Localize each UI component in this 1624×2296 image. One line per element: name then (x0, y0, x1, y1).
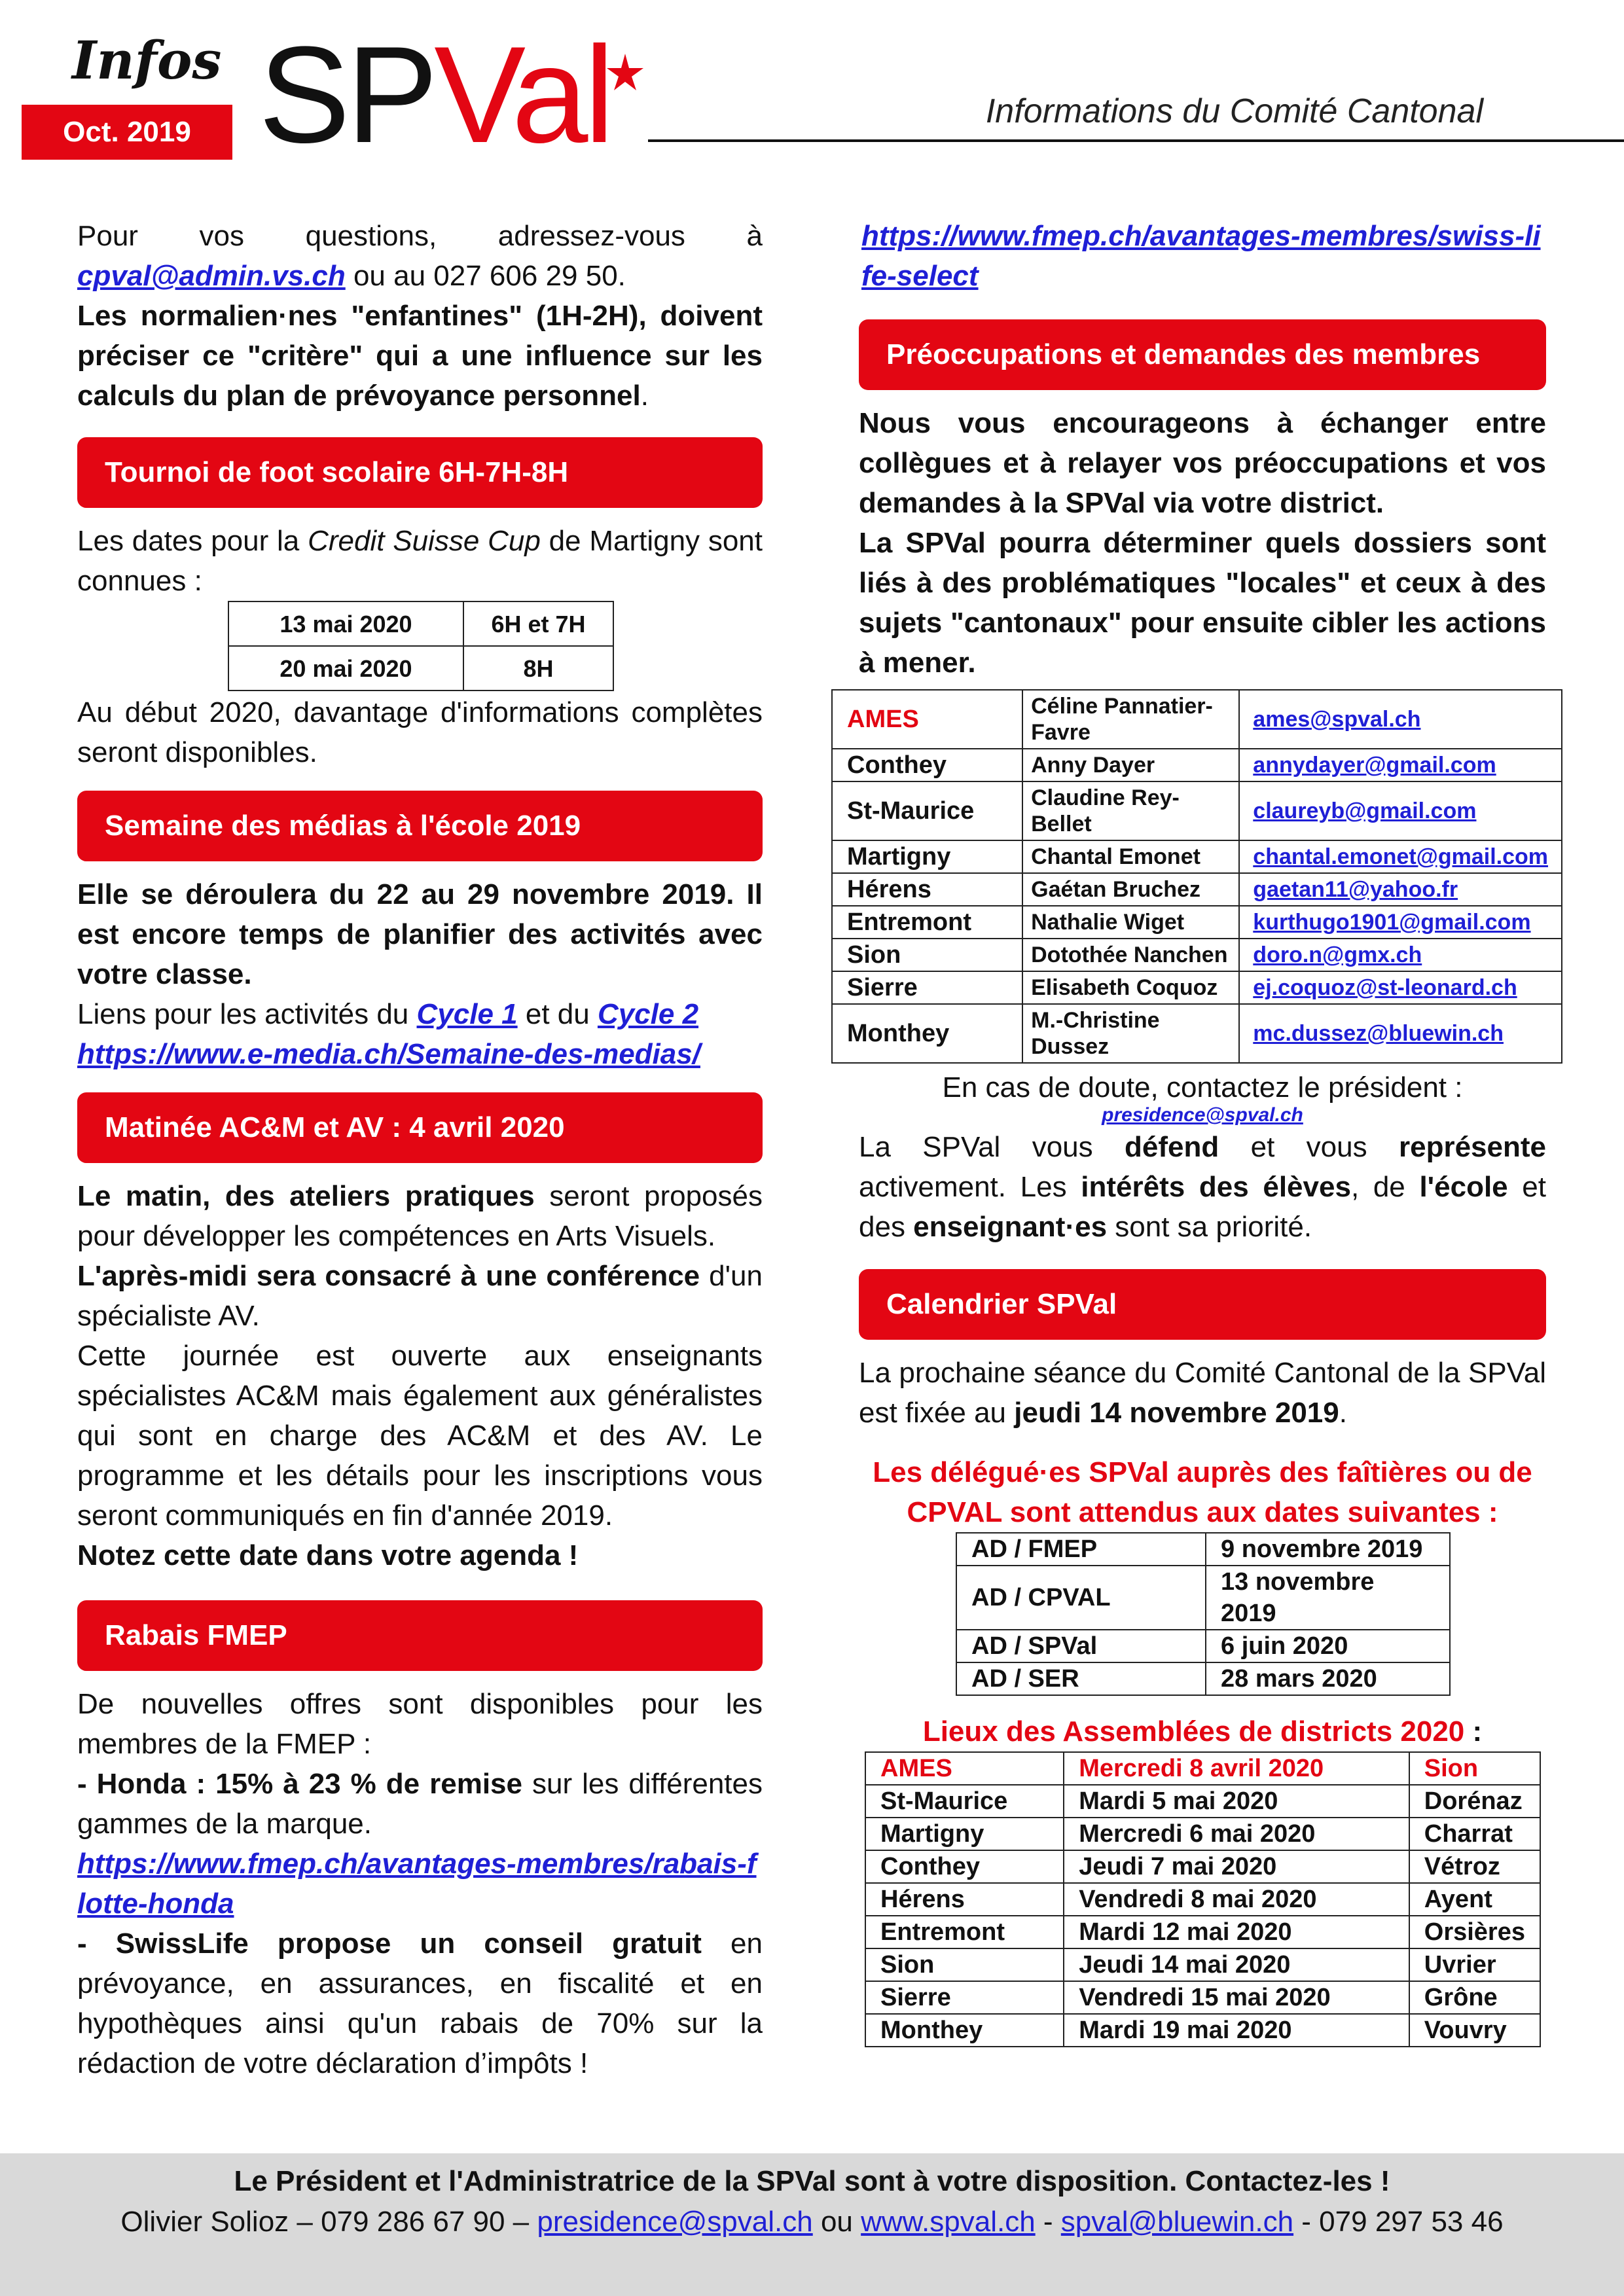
contact-row (832, 781, 1562, 840)
lieu-place: Ayent (1409, 1883, 1540, 1916)
lieux-heading: Lieux des Assemblées de districts 2020 : (922, 1715, 1483, 1748)
delegue-row (956, 1630, 1450, 1662)
lieu-row (865, 1883, 1540, 1916)
contact-row (832, 749, 1562, 781)
lieu-date: Mardi 19 mai 2020 (1064, 2014, 1409, 2047)
lieu-date: Mardi 5 mai 2020 (1064, 1785, 1409, 1818)
lieu-district: Sion (865, 1948, 1064, 1981)
contact-name: Chantal Emonet (1022, 840, 1239, 873)
contact-row (832, 1004, 1562, 1063)
footer-admin-email-link[interactable]: spval@bluewin.ch (1060, 2206, 1294, 2238)
cpval-email-link[interactable]: cpval@admin.vs.ch (77, 260, 346, 292)
foot-dates-table (228, 601, 614, 691)
contact-row (832, 939, 1562, 971)
intro-bold: Les normalien·nes "enfantines" (1H-2H), doivent préciser ce "critère" qui a une influence sur les calculs du plan de prévoyance personnel (77, 300, 763, 412)
delegues-table (956, 1532, 1451, 1696)
contact-district: Sierre (832, 971, 1022, 1004)
contacts-table (831, 689, 1562, 1064)
contact-district: Monthey (832, 1004, 1022, 1063)
lieu-place: Sion (1409, 1752, 1540, 1785)
delegue-date: 6 juin 2020 (1206, 1630, 1450, 1662)
contact-district: Conthey (832, 749, 1022, 781)
delegue-assembly: AD / SPVal (956, 1630, 1206, 1662)
media-links: Liens pour les activités du Cycle 1 et du Cycle 2 (77, 998, 699, 1030)
lieu-district: Entremont (865, 1916, 1064, 1948)
foot-after: Au début 2020, davantage d'informations complètes seront disponibles. (77, 696, 763, 768)
intro-phone: ou au 027 606 29 50. (345, 260, 626, 292)
lieu-date: Vendredi 15 mai 2020 (1064, 1981, 1409, 2014)
doute-text: En cas de doute, contactez le président : (942, 1071, 1463, 1103)
header-subtitle: Informations du Comité Cantonal (985, 92, 1483, 130)
delegue-date: 9 novembre 2019 (1206, 1533, 1450, 1566)
media-bold: Elle se déroulera du 22 au 29 novembre 2019. Il est encore temps de planifier des activités avec votre classe. (77, 878, 763, 990)
contact-row (832, 906, 1562, 939)
delegue-row (956, 1566, 1450, 1630)
delegue-row (956, 1533, 1450, 1566)
contact-email-link[interactable]: ej.coquoz@st-leonard.ch (1239, 971, 1562, 1004)
contact-row (832, 873, 1562, 906)
lieu-district: Monthey (865, 2014, 1064, 2047)
contact-name: Anny Dayer (1022, 749, 1239, 781)
matinee-p2: L'après-midi sera consacré à une conférence d'un spécialiste AV. (77, 1260, 763, 1332)
matinee-p3: Cette journée est ouverte aux enseignants spécialistes AC&M mais également aux généralistes qui sont en charge des AC&M et des AV. Le programme et les détails pour les inscriptions vous seront communiqués en fin d'année 2019. (77, 1340, 763, 1532)
intro-tail: . (640, 380, 649, 412)
lieu-district: St-Maurice (865, 1785, 1064, 1818)
lieu-district: Martigny (865, 1818, 1064, 1850)
logo-star-icon (605, 52, 645, 92)
contact-name: Gaétan Bruchez (1022, 873, 1239, 906)
preoc-p1: Nous vous encourageons à échanger entre collègues et à relayer vos préoccupations et vos demandes à la SPVal via votre district. (859, 407, 1546, 519)
lieu-row (865, 1850, 1540, 1883)
contact-name: Elisabeth Coquoz (1022, 971, 1239, 1004)
lieu-row (865, 1916, 1540, 1948)
lieu-place: Orsières (1409, 1916, 1540, 1948)
delegues-title: Les délégué·es SPVal auprès des faîtières ou de CPVAL sont attendus aux dates suivantes : (873, 1456, 1532, 1528)
contact-email-link[interactable]: ames@spval.ch (1239, 690, 1562, 749)
contact-row (832, 840, 1562, 873)
contact-email-link[interactable]: chantal.emonet@gmail.com (1239, 840, 1562, 873)
fmep-swisslife: - SwissLife propose un conseil gratuit en prévoyance, en assurances, en fiscalité et en hypothèques ainsi qu'un rabais de 70% sur la rédaction de votre déclaration d’impôts ! (77, 1928, 763, 2079)
contact-name: M.-Christine Dussez (1022, 1004, 1239, 1063)
president-email-link[interactable]: presidence@spval.ch (1102, 1104, 1303, 1126)
logo-val: Val (434, 18, 611, 171)
left-column (77, 216, 763, 2083)
delegue-date: 13 novembre 2019 (1206, 1566, 1450, 1630)
lieu-row (865, 1818, 1540, 1850)
lieu-row (865, 1785, 1540, 1818)
banner-fmep: Rabais FMEP (77, 1600, 763, 1671)
delegue-row (956, 1662, 1450, 1695)
date-badge: Oct. 2019 (22, 105, 232, 160)
banner-preoccupations: Préoccupations et demandes des membres (859, 319, 1546, 390)
banner-foot: Tournoi de foot scolaire 6H-7H-8H (77, 437, 763, 508)
intro-paragraph (77, 216, 763, 296)
lieu-row (865, 1948, 1540, 1981)
intro-text: Pour vos questions, adressez-vous à (77, 220, 763, 252)
lieu-place: Vétroz (1409, 1850, 1540, 1883)
banner-calendrier: Calendrier SPVal (859, 1269, 1546, 1340)
contact-email-link[interactable]: kurthugo1901@gmail.com (1239, 906, 1562, 939)
footer-website-link[interactable]: www.spval.ch (861, 2206, 1036, 2238)
lieu-place: Vouvry (1409, 2014, 1540, 2047)
fmep-honda: - Honda : 15% à 23 % de remise sur les différentes gammes de la marque. (77, 1768, 763, 1840)
lieu-place: Grône (1409, 1981, 1540, 2014)
lieu-date: Mardi 12 mai 2020 (1064, 1916, 1409, 1948)
contact-district: Sion (832, 939, 1022, 971)
delegue-assembly: AD / SER (956, 1662, 1206, 1695)
contact-email-link[interactable]: annydayer@gmail.com (1239, 749, 1562, 781)
contact-email-link[interactable]: claureyb@gmail.com (1239, 781, 1562, 840)
contact-email-link[interactable]: gaetan11@yahoo.fr (1239, 873, 1562, 906)
table-row: 20 mai 2020 8H (228, 646, 613, 691)
lieu-date: Jeudi 7 mai 2020 (1064, 1850, 1409, 1883)
foot-paragraph: Les dates pour la Credit Suisse Cup de Martigny sont connues : (77, 525, 763, 597)
contact-district: St-Maurice (832, 781, 1022, 840)
table-row: 13 mai 2020 6H et 7H (228, 601, 613, 646)
right-column (847, 216, 1548, 2047)
lieu-date: Mercredi 8 avril 2020 (1064, 1752, 1409, 1785)
logo-sp: SP (259, 18, 435, 171)
contact-email-link[interactable]: doro.n@gmx.ch (1239, 939, 1562, 971)
spval-logo (259, 18, 611, 171)
lieu-place: Charrat (1409, 1818, 1540, 1850)
delegue-date: 28 mars 2020 (1206, 1662, 1450, 1695)
lieu-district: Conthey (865, 1850, 1064, 1883)
lieu-date: Vendredi 8 mai 2020 (1064, 1883, 1409, 1916)
contact-district: AMES (832, 690, 1022, 749)
lieu-district: AMES (865, 1752, 1064, 1785)
lieu-row (865, 2014, 1540, 2047)
delegue-assembly: AD / FMEP (956, 1533, 1206, 1566)
contact-district: Hérens (832, 873, 1022, 906)
lieu-row (865, 1981, 1540, 2014)
delegue-assembly: AD / CPVAL (956, 1566, 1206, 1630)
contact-district: Entremont (832, 906, 1022, 939)
lieu-district: Hérens (865, 1883, 1064, 1916)
lieu-date: Jeudi 14 mai 2020 (1064, 1948, 1409, 1981)
preoc-p2: La SPVal pourra déterminer quels dossiers sont liés à des problématiques "locales" et ceux à des sujets "cantonaux" pour ensuite cibler les actions à mener. (859, 527, 1546, 679)
banner-matinee: Matinée AC&M et AV : 4 avril 2020 (77, 1092, 763, 1163)
emedia-link[interactable]: https://www.e-media.ch/Semaine-des-medias/ (77, 1038, 700, 1070)
footer-contact: Olivier Solioz – 079 286 67 90 – presidence@spval.ch ou www.spval.ch - spval@bluewin.ch - 079 297 53 46 (120, 2206, 1504, 2238)
lieu-date: Mercredi 6 mai 2020 (1064, 1818, 1409, 1850)
calendrier-paragraph: La prochaine séance du Comité Cantonal de la SPVal est fixée au jeudi 14 novembre 2019. (859, 1357, 1546, 1429)
lieu-place: Dorénaz (1409, 1785, 1540, 1818)
footer-president-email-link[interactable]: presidence@spval.ch (537, 2206, 813, 2238)
lieu-district: Sierre (865, 1981, 1064, 2014)
defend-paragraph: La SPVal vous défend et vous représente activement. Les intérêts des élèves, de l'école et des enseignant·es sont sa priorité. (859, 1131, 1547, 1243)
banner-media: Semaine des médias à l'école 2019 (77, 791, 763, 861)
contact-name: Dotothée Nanchen (1022, 939, 1239, 971)
honda-link[interactable]: https://www.fmep.ch/avantages-membres/rabais-flotte-honda (77, 1848, 757, 1920)
contact-row (832, 971, 1562, 1004)
contact-email-link[interactable]: mc.dussez@bluewin.ch (1239, 1004, 1562, 1063)
cycle1-link[interactable]: Cycle 1 (416, 998, 518, 1030)
lieux-table (865, 1751, 1541, 2047)
matinee-p1: Le matin, des ateliers pratiques seront proposés pour développer les compétences en Arts Visuels. (77, 1180, 763, 1252)
lieu-place: Uvrier (1409, 1948, 1540, 1981)
contact-row (832, 690, 1562, 749)
cycle2-link[interactable]: Cycle 2 (597, 998, 699, 1030)
contact-name: Céline Pannatier-Favre (1022, 690, 1239, 749)
lieu-row (865, 1752, 1540, 1785)
contact-district: Martigny (832, 840, 1022, 873)
contact-name: Claudine Rey-Bellet (1022, 781, 1239, 840)
contact-name: Nathalie Wiget (1022, 906, 1239, 939)
swisslife-link[interactable]: https://www.fmep.ch/avantages-membres/swiss-life-select (861, 220, 1541, 292)
footer-title: Le Président et l'Administratrice de la SPVal sont à votre disposition. Contactez-les ! (234, 2165, 1390, 2197)
matinee-p4: Notez cette date dans votre agenda ! (77, 1539, 579, 1571)
header-divider (648, 139, 1624, 142)
infos-label: Infos (72, 29, 222, 91)
fmep-p1: De nouvelles offres sont disponibles pour les membres de la FMEP : (77, 1688, 763, 1760)
